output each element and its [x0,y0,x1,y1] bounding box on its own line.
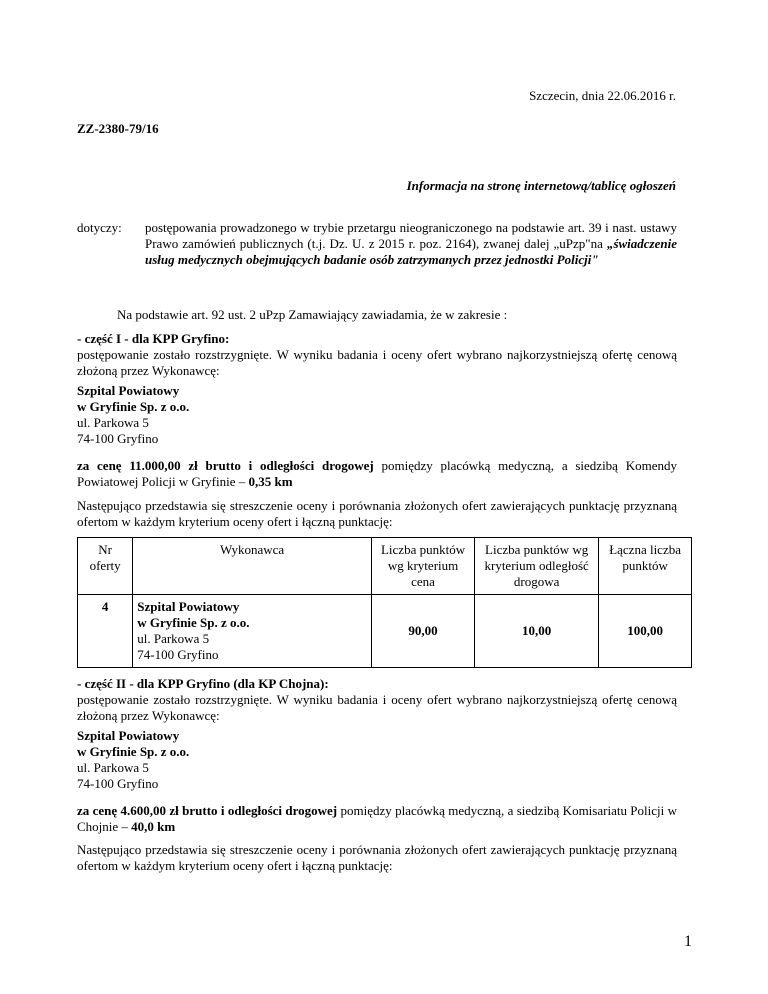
part1-contractor-city: 74-100 Gryfino [77,431,159,446]
intro-text: Na podstawie art. 92 ust. 2 uPzp Zamawiający zawiadamia, że w zakresie : [117,307,508,322]
row-contractor-company: w Gryfinie Sp. z o.o. [137,615,250,630]
part1-distance: 0,35 km [248,474,293,489]
header-distance-points: Liczba punktów wg kryterium odległość drogowa [475,538,599,595]
row-contractor-city: 74-100 Gryfino [137,647,219,662]
row-distance-points: 10,00 [475,595,599,668]
part2-contractor-city: 74-100 Gryfino [77,776,159,791]
row-total-points: 100,00 [599,595,692,668]
concerns-subject: „świadczenie usług medycznych obejmujących badanie osób zatrzymanych przez jednostki Policji" [145,236,677,267]
table-header-row [78,538,692,595]
document-title: Informacja na stronę internetową/tablicę ogłoszeń [406,178,676,193]
header-contractor: Wykonawca [133,538,372,595]
part1-price-rest: pomiędzy placówką medyczną, a siedzibą Komendy Powiatowej Policji w Gryfinie – [77,458,677,489]
row-contractor-street: ul. Parkowa 5 [137,631,210,646]
part1-contractor-street: ul. Parkowa 5 [77,415,149,430]
header-total-points: Łączna liczba punktów [599,538,692,595]
table-row [78,595,692,668]
score-table [77,537,692,668]
part2-contractor [77,728,677,792]
part2-price-rest: pomiędzy placówką medyczną, a siedzibą Komisariatu Policji w Chojnie – [77,803,678,834]
part2-contractor-name: Szpital Powiatowy [77,728,180,743]
part2-contractor-street: ul. Parkowa 5 [77,760,149,775]
part1-resolution: postępowanie zostało rozstrzygnięte. W wyniku badania i oceny ofert wybrano najkorzystniejszą ofertę cenową złożoną przez Wykonawcę: [77,347,677,378]
concerns-text [145,220,677,268]
part1-contractor-company: w Gryfinie Sp. z o.o. [77,399,190,414]
part2-price [77,803,677,835]
part2-summary: Następująco przedstawia się streszczenie oceny i porównania złożonych ofert zawierających punktację przyznaną ofertom w każdym kryterium oceny ofert i łączną punktację: [77,842,677,873]
part1-contractor [77,383,677,447]
part1-heading: - część I - dla KPP Gryfino: [77,331,230,346]
reference-number: ZZ-2380-79/16 [77,121,159,136]
row-contractor [133,595,372,668]
part1-contractor-name: Szpital Powiatowy [77,383,180,398]
concerns-label: dotyczy: [77,220,122,235]
part2-price-label: za cenę 4.600,00 zł brutto i odległości drogowej [77,803,338,818]
row-offer-number: 4 [78,595,133,668]
part2-heading: - część II - dla KPP Gryfino (dla KP Chojna): [77,676,329,691]
part1-summary: Następująco przedstawia się streszczenie oceny i porównania złożonych ofert zawierających punktację przyznaną ofertom w każdym kryterium oceny ofert i łączną punktację: [77,498,677,529]
document-date: Szczecin, dnia 22.06.2016 r. [529,88,676,103]
page-number: 1 [684,933,692,950]
part1-price [77,458,677,490]
part2-resolution: postępowanie zostało rozstrzygnięte. W wyniku badania i oceny ofert wybrano najkorzystniejszą ofertę cenową złożoną przez Wykonawcę: [77,692,677,723]
part1-price-label: za cenę 11.000,00 zł brutto i odległości drogowej [77,458,374,473]
row-contractor-name: Szpital Powiatowy [137,599,240,614]
row-price-points: 90,00 [371,595,474,668]
part2-contractor-company: w Gryfinie Sp. z o.o. [77,744,190,759]
concerns-body: postępowania prowadzonego w trybie przetargu nieograniczonego na podstawie art. 39 i nast. ustawy Prawo zamówień publicznych (t.j. Dz. U. z 2015 r. poz. 2164), zwanej dalej „uPzp"na [145,220,677,251]
header-offer-number: Nr oferty [78,538,133,595]
part2-distance: 40,0 km [131,819,176,834]
header-price-points: Liczba punktów wg kryterium cena [371,538,474,595]
